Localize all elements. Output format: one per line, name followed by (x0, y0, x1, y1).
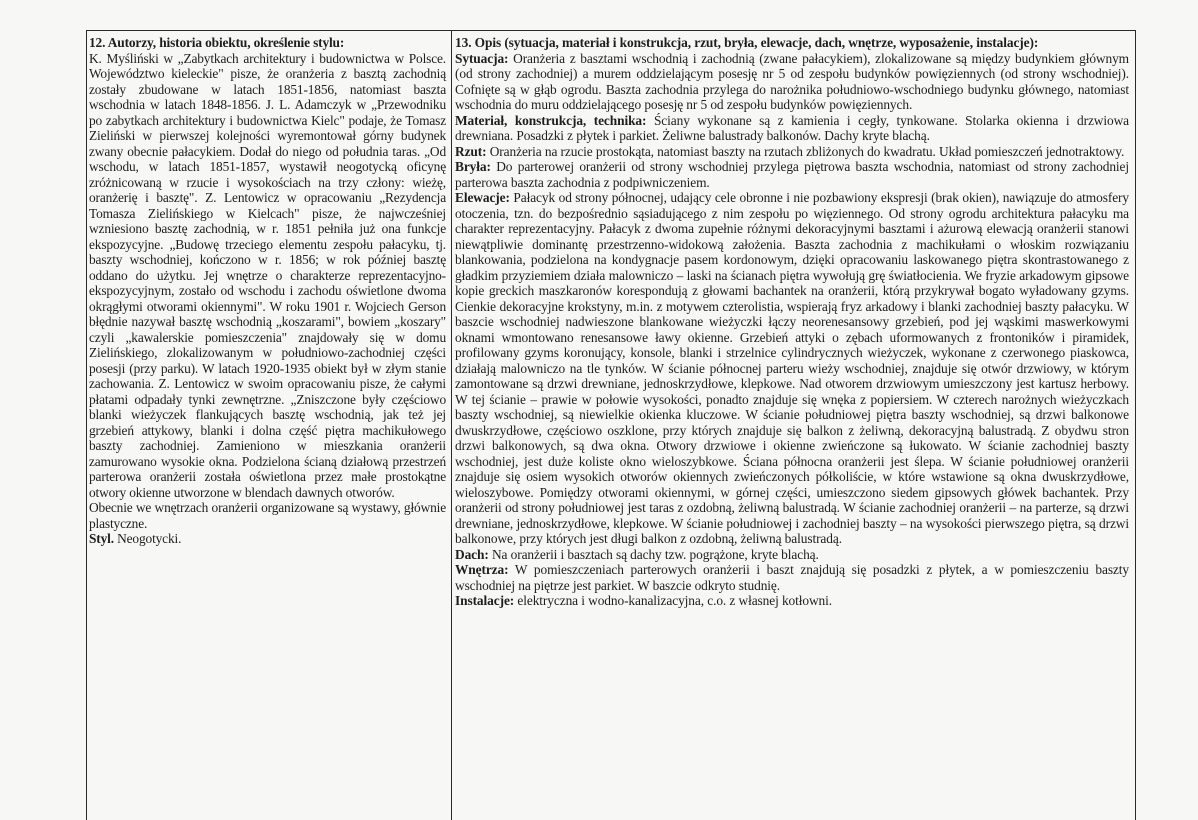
section-label: Sytuacja: (455, 50, 509, 66)
exhibitions-paragraph: Obecnie we wnętrzach oranżerii organizowane są wystawy, głównie plastyczne. (89, 500, 446, 531)
section-installations (455, 593, 1129, 609)
section-elevations (455, 190, 1129, 547)
style-label: Styl. (89, 531, 114, 546)
section-massing (455, 159, 1129, 190)
description-heading: 13. Opis (sytuacja, materiał i konstrukcja, rzut, bryła, elewacje, dach, wnętrze, wyposażenie, instalacje): (455, 35, 1039, 50)
section-plan (455, 144, 1129, 160)
section-label: Rzut: (455, 143, 487, 159)
column-divider (451, 30, 452, 820)
section-text: Na oranżerii i basztach są dachy tzw. pogrążone, kryte blachą. (488, 546, 819, 562)
section-text: Oranżeria na rzucie prostokąta, natomiast baszty na rzutach zbliżonych do kwadratu. Układ pomieszczeń jednotraktowy. (486, 143, 1125, 159)
style-value: Neogotycki. (113, 531, 182, 546)
history-column (89, 35, 446, 547)
section-label: Bryła: (455, 159, 491, 174)
style-line (89, 531, 446, 547)
section-text: Oranżeria z basztami wschodnią i zachodnią (zwane pałacykiem), zlokalizowane są między budynkiem głównym (od strony zachodniej) a murem oddzielającym posesję nr 5 od zespołu budynków powięziennych (od strony wschodniej). Cofnięte są w głąb ogrodu. Baszta zachodnia przylega do narożnika południowo-wschodniego budynku głównego, natomiast wschodnia do muru oddzielającego posesję nr 5 od zespołu budynków powięziennych. (455, 50, 1129, 112)
section-label: Instalacje: (455, 593, 515, 608)
description-column (455, 35, 1129, 609)
section-label: Materiał, konstrukcja, technika: (455, 112, 647, 128)
section-label: Elewacje: (455, 190, 510, 205)
section-text: W pomieszczeniach parterowych oranżerii i baszt znajdują się posadzki z płytek, a w pomieszczeniu baszty wschodniej na piętrze jest parkiet. W baszcie odkryto studnię. (455, 562, 1129, 593)
section-material (455, 113, 1129, 144)
section-situation (455, 51, 1129, 113)
section-interiors (455, 562, 1129, 593)
section-roof (455, 547, 1129, 563)
section-text: Ściany wykonane są z kamienia i cegły, tynkowane. Stolarka okienna i drzwiowa drewniana. Posadzki z płytek i parkiet. Żeliwne balustrady balkonów. Dachy kryte blachą. (455, 112, 1129, 143)
section-text: elektryczna i wodno-kanalizacyjna, c.o. z własnej kotłowni. (514, 593, 833, 608)
history-paragraph: K. Myśliński w „Zabytkach architektury i budownictwa w Polsce. Województwo kieleckie" pisze, że oranżeria z basztą zachodnią zostały zbudowane w latach 1851-1856, natomiast baszta wschodnia w latach 1848-1856. J. L. Adamczyk w „Przewodniku po zabytkach architektury i budownictwa Kielc" podaje, że Tomasz Zieliński w pierwszej kolejności wyremontował górny budynek zwany obecnie pałacykiem. Dodał do niego od południa taras. „Od wschodu, w latach 1851-1857, wystawił neogotycką oficynę zróżnicowaną w rzucie i wysokościach na trzy człony: wieżę, oranżerię i basztę". Z. Lentowicz w opracowaniu „Rezydencja Tomasza Zielińskiego w Kielcach" pisze, że najwcześniej wzniesiono basztę zachodnią, w r. 1851 pełniła już ona funkcje ekspozycyjne. „Budowę trzeciego elementu zespołu pałacyku, tj. baszty wschodniej, kończono w r. 1856; w rok później basztę oddano do użytku. Jej wnętrze o charakterze reprezentacyjno-ekspozycyjnym, zostało od wschodu i zachodu oświetlone dwoma okrągłymi otworami okiennymi". W roku 1901 r. Wojciech Gerson błędnie nazywał basztę wschodnią „koszarami", bowiem „koszary" czyli „kawalerskie pomieszczenia" znajdowały się w domu Zielińskiego, zlokalizowanym w południowo-zachodniej części posesji (przy parku). W latach 1920-1935 obiekt był w złym stanie zachowania. Z. Lentowicz w swoim opracowaniu pisze, że całymi płatami odpadały tynki zewnętrzne. „Zniszczone były częściowo blanki wieżyczek flankujących basztę wschodnią, jak też jej grzebień attykowy, blanki i dolna część piętra machikułowego baszty zachodniej. Zamieniono w mieszkania oranżerii zamurowano wysokie okna. Podzielona ścianą działową przestrzeń parterowa oranżerii została oświetlona przez małe prostokątne otwory okienne utworzone w blendach dawnych otworów. (89, 50, 446, 500)
section-text: Do parterowej oranżerii od strony wschodniej przylega piętrowa baszta wschodnia, natomiast od strony zachodniej parterowa baszta zachodnia z podpiwniczeniem. (455, 159, 1129, 190)
section-label: Dach: (455, 546, 489, 562)
section-text: Pałacyk od strony północnej, udający cele obronne i nie pozbawiony ekspresji (brak okien), nawiązuje do atmosfery otoczenia, tzn. do bezpośrednio sąsiadującego z nim zespołu po więziennego. Od strony ogrodu architektura pałacyku ma charakter reprezentacyjny. Pałacyk z dwoma zupełnie różnymi dekoracyjnymi basztami i ażurową elewacją oranżerii stanowi niewątpliwie dominantę przestrzenno-widokową założenia. Baszta zachodnia z machikułami o włoskim rozwiązaniu blankowania, podzielona na kondygnacje pasem kordonowym, dzięki opracowaniu laskowanego piętra skontrastowanego z gładkim przyziemiem działa malowniczo – laski na ścianach piętra wywołują grę światłocienia. We fryzie arkadowym gipsowe kopie greckich maszkaronów korespondują z głowami bachantek na oranżerii, którą przykrywał bogato wyładowany gzyms. Cienkie dekoracyjne krokstyny, m.in. z motywem czterolistia, wspierają fryz arkadowy i blanki zachodniej baszty pałacyku. W baszcie wschodniej nadwieszone blankowane wieżyczki łączy neorenesansowy grzebień, pod jej wąskimi maswerkowymi oknami wmontowano renesansowe ławy okienne. Grzebień attyki o zębach uformowanych z frontoników i piramidek, profilowany gzyms koronujący, konsole, blanki i strzelnice cylindrycznych wieżyczek, wykonane z czerwonego piaskowca, działają malowniczo na tle tynków. W ścianie północnej parteru wieży wschodniej, znajduje się otwór drzwiowy, w którym zamontowane są drzwi drewniane, jednoskrzydłowe, klepkowe. Nad otworem drzwiowym umieszczony jest kartusz herbowy. W tej ścianie – prawie w połowie wysokości, ponadto znajduje się wnęka z popiersiem. W czterech narożnych wieżyczkach baszty wschodniej, są niewielkie okienka kluczowe. W ścianie południowej piętra baszty wschodniej, są drzwi balkonowe dwuskrzydłowe, częściowo oszklone, przy których znajduje się balkon z żeliwną, dekoracyjną balustradą. Z obydwu stron drzwi balkonowych, są dwa okna. Otwory drzwiowe i okienne zwieńczone są łukowato. W ścianie zachodniej baszty wschodniej, jest duże koliste okno wieloszybkowe. Ściana północna oranżerii jest ślepa. W ścianie południowej oranżerii znajduje się osiem wysokich otworów okiennych zwieńczonych półkoliście, w które wstawione są okna dwuskrzydłowe, wieloszybowe. Pomiędzy otworami okiennymi, w górnej części, umieszczono siedem gipsowych główek bachantek. Przy oranżerii od strony południowej jest taras z ozdobną, żeliwną balustradą. W ścianie zachodniej oranżerii – na parterze, są drzwi drewniane, jednoskrzydłowe, klepkowe. W ścianie południowej i zachodniej baszty – na wysokości pierwszego piętra, są drzwi balkonowe, przy których jest długi balkon z ozdobną, żeliwną balustradą. (455, 190, 1129, 546)
section-label: Wnętrza: (455, 562, 509, 577)
history-heading: 12. Autorzy, historia obiektu, określenie stylu: (89, 35, 345, 50)
